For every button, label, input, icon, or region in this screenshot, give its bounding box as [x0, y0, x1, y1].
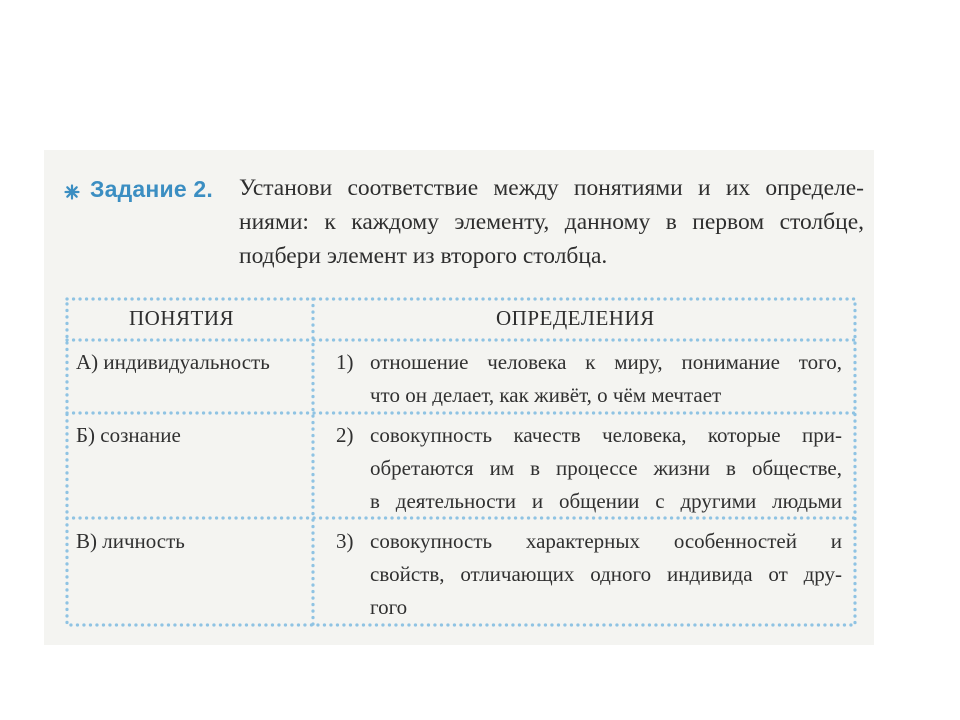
definition-number: 3): [336, 529, 354, 553]
definition-line: совокупность качеств человека, которые при-: [370, 423, 842, 447]
concept-cell: В) личность: [76, 529, 185, 553]
task-text-line: подбери элемент из второго столбца.: [239, 243, 608, 269]
definition-line: обретаются им в процессе жизни в обществе,: [370, 456, 842, 480]
definition-number: 2): [336, 423, 354, 447]
definition-line: свойств, отличающих одного индивида от дру-: [370, 562, 842, 586]
definition-cell: [370, 419, 842, 518]
definition-line: что он делает, как живёт, о чём мечтает: [370, 383, 722, 407]
task-text-line: ниями: к каждому элементу, данному в первом столбце,: [239, 209, 864, 235]
task-instructions: [239, 171, 864, 273]
task-heading: [64, 176, 213, 203]
header-concepts: ПОНЯТИЯ: [129, 306, 235, 330]
definition-cell: [370, 525, 842, 624]
task-text-line: Установи соответствие между понятиями и их определе-: [239, 175, 864, 201]
definition-cell: [370, 346, 842, 412]
concept-cell: А) индивидуальность: [76, 350, 270, 374]
definition-line: гого: [370, 595, 408, 619]
concept-cell: Б) сознание: [76, 423, 181, 447]
definition-number: 1): [336, 350, 354, 374]
task-label: Задание 2.: [90, 176, 213, 202]
star-icon: [64, 184, 80, 200]
definition-line: отношение человека к миру, понимание того,: [370, 350, 842, 374]
definition-line: в деятельности и общении с другими людьми: [370, 489, 842, 513]
header-definitions: ОПРЕДЕЛЕНИЯ: [496, 306, 655, 330]
matching-table: [64, 296, 858, 628]
definition-line: совокупность характерных особенностей и: [370, 529, 842, 553]
